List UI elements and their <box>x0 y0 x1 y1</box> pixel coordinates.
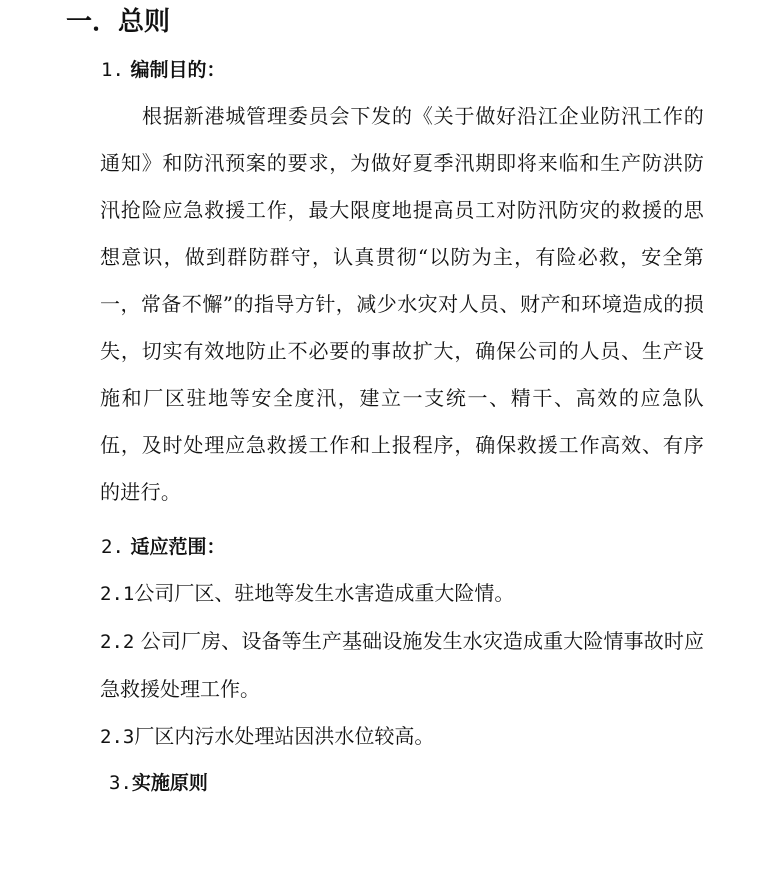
section-heading-scope <box>101 533 226 561</box>
scope-item <box>100 713 704 761</box>
section-title: 编制目的： <box>130 59 226 81</box>
scope-item-text: 公司厂房、设备等生产基础设施发生水灾造成重大险情事故时应急救援处理工作。 <box>100 629 704 701</box>
scope-item-text: 公司厂区、驻地等发生水害造成重大险情。 <box>134 581 515 605</box>
section-title: 实施原则 <box>131 772 208 794</box>
section-title: 适应范围： <box>130 536 226 558</box>
scope-item-number: 2.3 <box>100 726 135 748</box>
scope-item <box>100 618 704 713</box>
chapter-title: 一．总则 <box>66 7 171 37</box>
purpose-paragraph: 根据新港城管理委员会下发的《关于做好沿江企业防汛工作的通知》和防汛预案的要求，为做好夏季汛期即将来临和生产防洪防汛抢险应急救援工作，最大限度地提高员工对防汛防灾的救援的思想意识，做到群防群守，认真贯彻“以防为主，有险必救，安全第一，常备不懈”的指导方针，减少水灾对人员、财产和环境造成的损失，切实有效地防止不必要的事故扩大，确保公司的人员、生产设施和厂区驻地等安全度汛，建立一支统一、精干、高效的应急队伍，及时处理应急救援工作和上报程序，确保救援工作高效、有序的进行。 <box>100 104 704 504</box>
scope-item <box>100 570 704 618</box>
section-heading-purpose <box>101 56 226 84</box>
section-number: 1. <box>101 59 124 81</box>
section-number: 2. <box>101 536 124 558</box>
section-heading-principles <box>109 769 208 797</box>
section-number: 3. <box>109 772 132 794</box>
scope-item-number: 2.1 <box>100 583 135 605</box>
scope-item-text: 厂区内污水处理站因洪水位较高。 <box>134 724 435 748</box>
scope-item-number: 2.2 <box>100 631 135 653</box>
